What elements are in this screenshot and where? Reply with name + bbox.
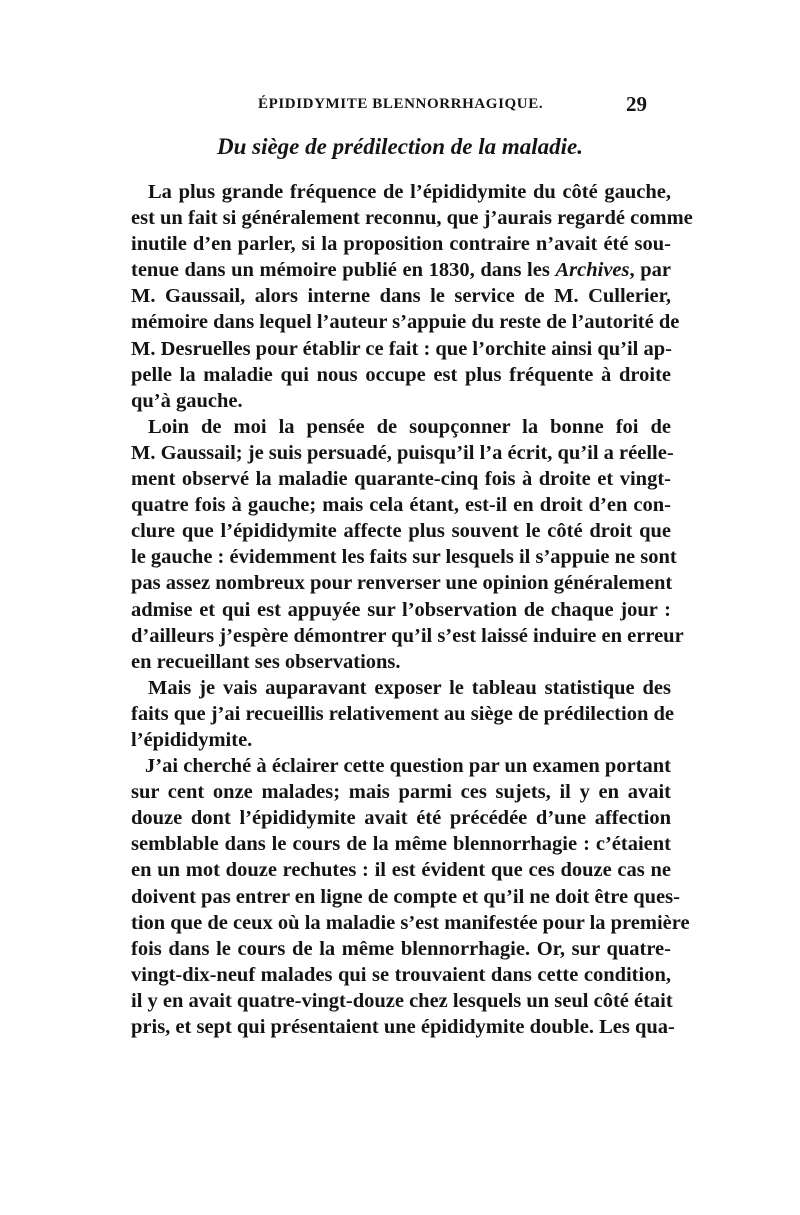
text-line: fois dans le cours de la même blennorrhagie. Or, sur quatre-: [131, 937, 671, 960]
paragraph: [131, 753, 690, 1040]
text-line: M. Gaussail; je suis persuadé, puisqu’il l’a écrit, qu’il a réelle-: [131, 441, 674, 464]
text-line: tenue dans un mémoire publié en 1830, dans les Archives, par: [131, 259, 672, 282]
text-line: sur cent onze malades; mais parmi ces sujets, il y en avait: [131, 781, 671, 804]
text-line: M. Desruelles pour établir ce fait : que l’orchite ainsi qu’il ap-: [131, 337, 672, 360]
page-header: [0, 92, 800, 120]
text-line: clure que l’épididymite affecte plus souvent le côté droit que: [131, 520, 671, 543]
text-line: est un fait si généralement reconnu, que j’aurais regardé comme: [131, 207, 693, 230]
text-line: il y en avait quatre-vingt-douze chez lesquels un seul côté était: [131, 989, 673, 1012]
paragraph: [131, 414, 684, 675]
text-line: pelle la maladie qui nous occupe est plus fréquente à droite: [131, 363, 671, 386]
body-text: [131, 179, 693, 1040]
text-line: tion que de ceux où la maladie s’est manifestée pour la première: [131, 911, 690, 934]
text-line: en un mot douze rechutes : il est évident que ces douze cas ne: [131, 859, 671, 882]
text-line: Mais je vais auparavant exposer le tableau statistique des: [148, 676, 671, 699]
text-line: faits que j’ai recueillis relativement au siège de prédilection de: [131, 702, 674, 725]
text-line: pris, et sept qui présentaient une épididymite double. Les qua-: [131, 1016, 675, 1038]
text-line: le gauche : évidemment les faits sur lesquels il s’appuie ne sont: [131, 546, 677, 569]
text-line: douze dont l’épididymite avait été précédée d’une affection: [131, 807, 671, 830]
running-title: ÉPIDIDYMITE BLENNORRHAGIQUE.: [258, 96, 544, 112]
page-number: 29: [626, 92, 647, 116]
text-line: ment observé la maladie quarante-cinq fois à droite et vingt-: [131, 468, 671, 491]
text-line: d’ailleurs j’espère démontrer qu’il s’est laissé induire en erreur: [131, 624, 684, 647]
text-line: qu’à gauche.: [131, 389, 243, 412]
text-line: quatre fois à gauche; mais cela étant, est-il en droit d’en con-: [131, 494, 671, 517]
text-line: pas assez nombreux pour renverser une opinion généralement: [131, 572, 673, 595]
text-line: doivent pas entrer en ligne de compte et qu’il ne doit être ques-: [131, 885, 680, 908]
text-line: mémoire dans lequel l’auteur s’appuie du reste de l’autorité de: [131, 311, 680, 334]
text-line: vingt-dix-neuf malades qui se trouvaient dans cette condition,: [131, 963, 671, 986]
text-line: J’ai cherché à éclairer cette question par un examen portant: [145, 755, 671, 778]
section-title: Du siège de prédilection de la maladie.: [216, 134, 584, 159]
paragraph: [131, 675, 674, 753]
text-line: La plus grande fréquence de l’épididymite du côté gauche,: [148, 181, 671, 203]
text-line: l’épididymite.: [131, 728, 253, 751]
text-line: semblable dans le cours de la même blennorrhagie : c’étaient: [131, 833, 671, 856]
text-line: admise et qui est appuyée sur l’observation de chaque jour :: [131, 598, 671, 621]
paragraph: [131, 179, 693, 414]
text-line: M. Gaussail, alors interne dans le service de M. Cullerier,: [131, 285, 671, 308]
text-line: inutile d’en parler, si la proposition contraire n’avait été sou-: [131, 233, 671, 256]
journal-title: Archives: [555, 259, 630, 282]
text-line: Loin de moi la pensée de soupçonner la bonne foi de: [148, 415, 671, 438]
text-line: en recueillant ses observations.: [131, 650, 401, 673]
